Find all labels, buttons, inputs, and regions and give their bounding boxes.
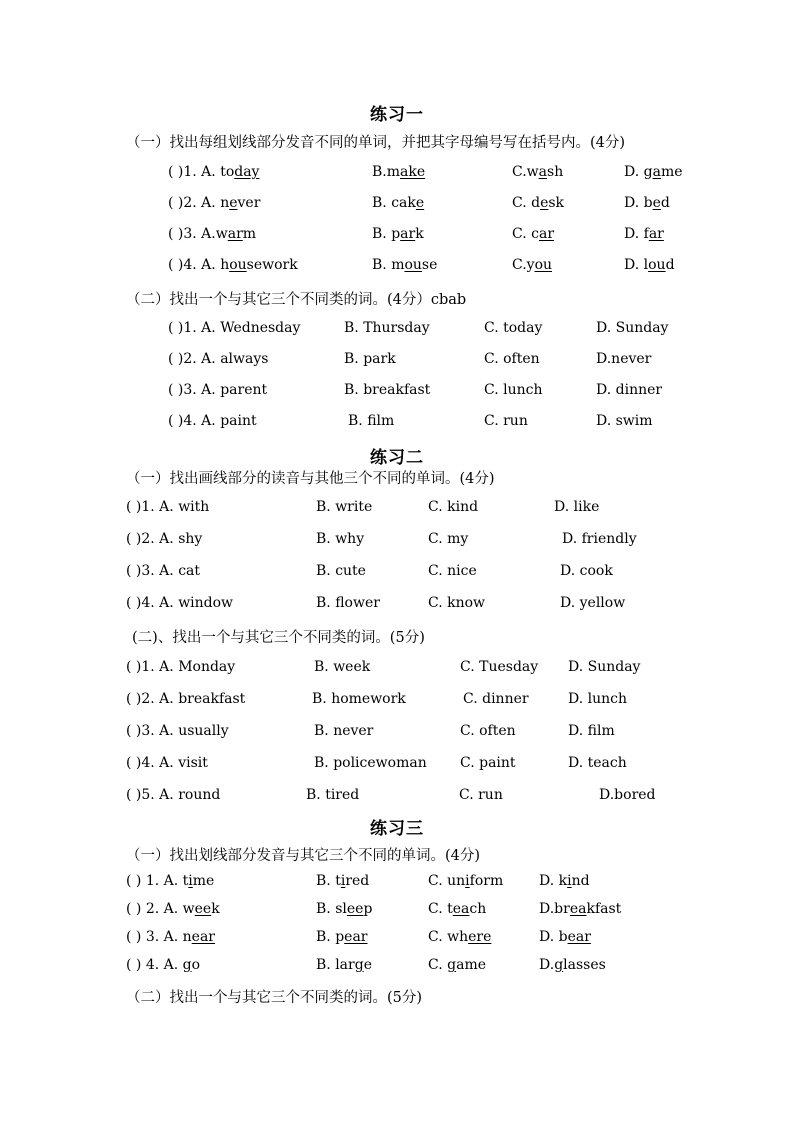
option-b-pre: B. sl [316, 901, 347, 917]
option-d-pre: D. b [539, 929, 568, 945]
ex3-section2-heading: （二）找出一个与其它三个不同类的词。(5分) [126, 990, 423, 1006]
exercise-2-title: 练习二 [370, 448, 424, 468]
option-c: C. run [484, 413, 528, 429]
option-d [539, 901, 621, 917]
option-c-pre: C. un [428, 873, 466, 889]
option-a: ( )1. A. with [126, 499, 210, 515]
option-b-underline: g [354, 957, 364, 973]
option-d: D.never [596, 351, 652, 367]
option-c-underline: g [447, 957, 457, 973]
option-a: ( )1. A. Wednesday [168, 320, 301, 336]
option-a-text: ( )2. A. n [168, 195, 230, 211]
option-b-pre: B. p [316, 929, 345, 945]
option-a: ( )2. A. always [168, 351, 269, 367]
option-c: C. know [428, 595, 486, 611]
option-d-post: nd [571, 873, 590, 889]
option-d: D. dinner [596, 382, 663, 398]
option-d: D. teach [568, 755, 627, 771]
option-c [428, 929, 491, 945]
option-b-underline: e [415, 195, 425, 211]
option-c-pre: C. [428, 957, 448, 973]
option-a: ( )4. A. visit [126, 755, 208, 771]
option-d: D. like [554, 499, 600, 515]
option-a-underline: g [182, 957, 192, 973]
option-c-underline: ar [538, 226, 555, 242]
option-c: C. kind [428, 499, 479, 515]
option-c-underline: ere [468, 929, 492, 945]
option-b: B. flower [316, 595, 380, 611]
option-d: D. friendly [562, 531, 637, 547]
option-d [539, 873, 590, 889]
option-c-underline: e [540, 195, 549, 211]
option-a [168, 257, 298, 273]
option-a-post: m [242, 226, 257, 242]
option-a: ( )4. A. paint [168, 413, 257, 429]
option-d: D. lunch [568, 691, 627, 707]
option-a-post: o [191, 957, 201, 973]
option-c-underline: a [538, 164, 548, 180]
option-a: ( )2. A. breakfast [126, 691, 246, 707]
option-a-text: ( )1. A. to [168, 164, 235, 180]
option-a-text: ( ) 2. A. w [126, 901, 195, 917]
option-b: B. why [316, 531, 365, 547]
option-b-underline: ar [400, 226, 416, 242]
option-d-post: me [660, 164, 683, 180]
option-c-pre: C. c [512, 226, 539, 242]
option-a [126, 957, 200, 973]
option-c-underline: i [465, 873, 470, 889]
option-d: D. yellow [560, 595, 626, 611]
option-d-underline: ar [648, 226, 664, 242]
option-a-underline: e [229, 195, 238, 211]
option-d: D. cook [560, 563, 613, 579]
option-c: C. dinner [463, 691, 529, 707]
option-b-underline: ake [400, 164, 426, 180]
option-d: D. Sunday [596, 320, 669, 336]
option-b: B. homework [312, 691, 406, 707]
option-c [512, 195, 564, 211]
option-d: D. Sunday [568, 659, 641, 675]
exercise-1-title: 练习一 [370, 105, 424, 125]
option-b [372, 226, 424, 242]
option-a-text: ( ) 3. A. n [126, 929, 192, 945]
option-b: B. tired [306, 787, 360, 803]
option-b-underline: ou [404, 257, 422, 273]
option-b: B. cute [316, 563, 366, 579]
ex2-section2-heading: (二)、找出一个与其它三个不同类的词。(5分) [132, 630, 425, 646]
option-b-underline: i [340, 873, 346, 889]
option-b: B. breakfast [344, 382, 431, 398]
option-d [624, 226, 664, 242]
option-c-pre: C. wh [428, 929, 469, 945]
option-c-pre: C.y [512, 257, 535, 273]
option-d-post: d [665, 257, 675, 273]
option-b-underline: ee [346, 901, 364, 917]
option-b [316, 929, 367, 945]
option-a [168, 164, 259, 180]
option-d-post: kfast [586, 901, 622, 917]
option-a-underline: ear [191, 929, 215, 945]
option-d-pre: D. g [624, 164, 653, 180]
option-d-underline: ea [569, 901, 587, 917]
option-d-underline: i [567, 873, 572, 889]
option-c [512, 226, 554, 242]
option-a [168, 226, 256, 242]
option-d-underline: e [652, 195, 661, 211]
ex3-section1-heading: （一）找出划线部分发音与其它三个不同的单词。(4分) [126, 848, 481, 864]
option-c-post: form [469, 873, 504, 889]
option-b-pre: B. t [316, 873, 341, 889]
option-c: C. today [484, 320, 543, 336]
option-b-post: red [345, 873, 370, 889]
option-b: B. write [316, 499, 373, 515]
option-c-pre: C. t [428, 901, 453, 917]
option-a [126, 901, 220, 917]
ex1-section1-heading: （一）找出每组划线部分发音不同的单词，并把其字母编号写在括号内。(4分) [126, 135, 626, 151]
ex2-section1-heading: （一）找出画线部分的读音与其他三个不同的单词。(4分) [126, 471, 495, 487]
option-b: B. Thursday [344, 320, 430, 336]
ex1-section2-heading: （二）找出一个与其它三个不同类的词。(4分）cbab [126, 292, 467, 308]
option-c-post: sh [547, 164, 564, 180]
option-a [126, 873, 214, 889]
option-a-text: ( ) 1. A. t [126, 873, 189, 889]
option-a-post: me [192, 873, 215, 889]
option-c-post: ch [469, 901, 487, 917]
option-a-text: ( ) 4. A. [126, 957, 183, 973]
option-a-underline: i [188, 873, 193, 889]
option-a-text: ( )4. A. h [168, 257, 230, 273]
option-c: C. run [459, 787, 503, 803]
option-c: C. nice [428, 563, 477, 579]
option-a-underline: day [234, 164, 260, 180]
option-c [428, 901, 486, 917]
option-b-underline: ear [344, 929, 368, 945]
option-b-post: p [363, 901, 373, 917]
option-c: C. my [428, 531, 469, 547]
option-d-pre: D.br [539, 901, 570, 917]
option-b-post: e [363, 957, 372, 973]
option-d-underline: g [554, 957, 564, 973]
option-b: B. park [344, 351, 396, 367]
option-a-underline: ar [227, 226, 243, 242]
option-d-post: d [660, 195, 670, 211]
option-d-underline: a [652, 164, 661, 180]
option-a-post: sework [246, 257, 298, 273]
option-a: ( )3. A. cat [126, 563, 201, 579]
option-c: C. often [460, 723, 516, 739]
option-c-underline: ou [534, 257, 553, 273]
exercise-3-title: 练习三 [370, 819, 424, 839]
option-c-post: sk [548, 195, 565, 211]
option-b-pre: B. lar [316, 957, 355, 973]
option-a [126, 929, 215, 945]
option-b: B. film [348, 413, 395, 429]
option-b-pre: B. m [372, 257, 405, 273]
option-a-post: ver [237, 195, 261, 211]
option-d [624, 257, 675, 273]
option-a-text: ( )3. A.w [168, 226, 228, 242]
option-d [539, 929, 591, 945]
option-a [168, 195, 260, 211]
option-d-pre: D. [539, 957, 555, 973]
option-d: D.bored [599, 787, 656, 803]
option-b [372, 164, 425, 180]
option-d-pre: D. k [539, 873, 568, 889]
option-d-pre: D. f [624, 226, 649, 242]
option-b [316, 873, 369, 889]
option-b-pre: B.m [372, 164, 401, 180]
option-a-underline: ou [229, 257, 247, 273]
option-b [316, 957, 372, 973]
option-b-post: se [421, 257, 438, 273]
option-a: ( )3. A. parent [168, 382, 268, 398]
option-d [624, 195, 670, 211]
option-c: C. lunch [484, 382, 543, 398]
option-a: ( )2. A. shy [126, 531, 203, 547]
option-c [512, 257, 552, 273]
option-a: ( )1. A. Monday [126, 659, 236, 675]
option-d: D. film [568, 723, 615, 739]
option-b: B. week [314, 659, 371, 675]
option-c [512, 164, 563, 180]
option-b-post: k [415, 226, 424, 242]
option-a-underline: ee [194, 901, 212, 917]
option-b-pre: B. cak [372, 195, 416, 211]
option-c: C. often [484, 351, 540, 367]
option-d [539, 957, 606, 973]
option-c-pre: C. d [512, 195, 541, 211]
option-d-underline: ou [648, 257, 666, 273]
option-c [428, 957, 486, 973]
option-a: ( )3. A. usually [126, 723, 229, 739]
option-c-underline: ea [452, 901, 470, 917]
option-d-post: lasses [563, 957, 606, 973]
option-b: B. policewoman [314, 755, 427, 771]
option-b [372, 257, 437, 273]
option-c-post: ame [456, 957, 487, 973]
option-a: ( )4. A. window [126, 595, 234, 611]
option-c-pre: C.w [512, 164, 539, 180]
option-d [624, 164, 683, 180]
option-b [372, 195, 424, 211]
option-c: C. Tuesday [460, 659, 539, 675]
option-a-post: k [211, 901, 220, 917]
option-c: C. paint [460, 755, 516, 771]
option-b [316, 901, 372, 917]
option-d-pre: D. l [624, 257, 649, 273]
option-a: ( )5. A. round [126, 787, 221, 803]
option-b: B. never [314, 723, 374, 739]
option-d: D. swim [596, 413, 653, 429]
option-c [428, 873, 503, 889]
option-b-pre: B. p [372, 226, 401, 242]
option-d-pre: D. b [624, 195, 653, 211]
option-d-underline: ear [567, 929, 591, 945]
